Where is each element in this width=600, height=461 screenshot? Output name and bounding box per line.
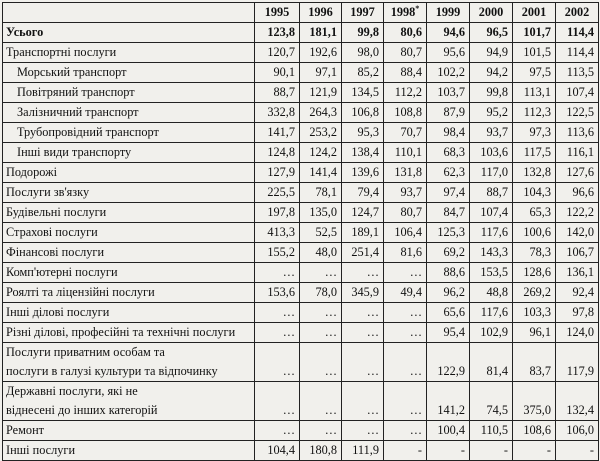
cell-value: 48,0 xyxy=(300,243,342,263)
cell-value: 117,6 xyxy=(470,223,513,243)
year-header: 1997 xyxy=(342,3,384,23)
row-label: Інші послуги xyxy=(3,441,255,461)
cell-value: 107,4 xyxy=(556,83,599,103)
year-header: 2002 xyxy=(556,3,599,23)
services-index-table xyxy=(2,2,599,461)
year-header: 2001 xyxy=(513,3,556,23)
cell-value: 94,6 xyxy=(427,23,470,43)
cell-value: 96,6 xyxy=(556,183,599,203)
cell-value: 88,4 xyxy=(384,63,427,83)
table-row xyxy=(3,362,599,382)
cell-value: … xyxy=(384,421,427,441)
cell-value: 141,2 xyxy=(427,401,470,421)
cell-value: … xyxy=(384,362,427,382)
cell-value: - xyxy=(513,441,556,461)
cell-empty xyxy=(342,343,384,363)
cell-value: … xyxy=(255,401,300,421)
table-row xyxy=(3,203,599,223)
total-row xyxy=(3,23,599,43)
cell-value: 124,0 xyxy=(556,323,599,343)
cell-value: 97,5 xyxy=(513,63,556,83)
cell-value: … xyxy=(342,263,384,283)
cell-value: 78,1 xyxy=(300,183,342,203)
row-label: Ремонт xyxy=(3,421,255,441)
cell-value: … xyxy=(300,323,342,343)
cell-value: … xyxy=(384,323,427,343)
table-row xyxy=(3,103,599,123)
table-row xyxy=(3,183,599,203)
row-label: Інші ділові послуги xyxy=(3,303,255,323)
cell-value: … xyxy=(342,303,384,323)
cell-value: 413,3 xyxy=(255,223,300,243)
cell-empty xyxy=(384,343,427,363)
table-row xyxy=(3,43,599,63)
cell-empty xyxy=(342,382,384,402)
cell-empty xyxy=(470,382,513,402)
cell-value: 97,3 xyxy=(513,123,556,143)
corner-cell xyxy=(3,3,255,23)
cell-value: 127,9 xyxy=(255,163,300,183)
cell-value: 85,2 xyxy=(342,63,384,83)
cell-value: 110,1 xyxy=(384,143,427,163)
table-row xyxy=(3,263,599,283)
cell-value: 80,7 xyxy=(384,203,427,223)
cell-value: … xyxy=(342,323,384,343)
cell-value: … xyxy=(255,303,300,323)
row-label: Комп'ютерні послуги xyxy=(3,263,255,283)
cell-value: 189,1 xyxy=(342,223,384,243)
table-row xyxy=(3,421,599,441)
cell-value: 122,9 xyxy=(427,362,470,382)
row-label: Різні ділові, професійні та технічні послуги xyxy=(3,323,255,343)
cell-value: 114,4 xyxy=(556,23,599,43)
cell-value: 95,4 xyxy=(427,323,470,343)
cell-empty xyxy=(384,382,427,402)
cell-value: 117,5 xyxy=(513,143,556,163)
cell-value: 269,2 xyxy=(513,283,556,303)
cell-value: 99,8 xyxy=(470,83,513,103)
table-row xyxy=(3,441,599,461)
cell-value: 107,4 xyxy=(470,203,513,223)
cell-value: 136,1 xyxy=(556,263,599,283)
cell-value: 93,7 xyxy=(470,123,513,143)
cell-value: 103,6 xyxy=(470,143,513,163)
cell-value: 251,4 xyxy=(342,243,384,263)
cell-empty xyxy=(427,343,470,363)
cell-value: 128,6 xyxy=(513,263,556,283)
row-label: Подорожі xyxy=(3,163,255,183)
cell-value: 123,8 xyxy=(255,23,300,43)
row-label: Повітряний транспорт xyxy=(3,83,255,103)
row-label: Морський транспорт xyxy=(3,63,255,83)
cell-value: 155,2 xyxy=(255,243,300,263)
cell-value: 95,6 xyxy=(427,43,470,63)
row-label: Залізничний транспорт xyxy=(3,103,255,123)
cell-value: … xyxy=(342,401,384,421)
row-label: віднесені до інших категорій xyxy=(3,401,255,421)
cell-value: 88,7 xyxy=(255,83,300,103)
table-row xyxy=(3,401,599,421)
cell-value: 106,8 xyxy=(342,103,384,123)
cell-value: 106,0 xyxy=(556,421,599,441)
cell-value: 124,8 xyxy=(255,143,300,163)
cell-value: … xyxy=(300,362,342,382)
row-label: Послуги зв'язку xyxy=(3,183,255,203)
cell-value: 117,9 xyxy=(556,362,599,382)
cell-value: 95,3 xyxy=(342,123,384,143)
year-header: 1995 xyxy=(255,3,300,23)
row-label: Фінансові послуги xyxy=(3,243,255,263)
cell-value: 84,7 xyxy=(427,203,470,223)
cell-value: 108,8 xyxy=(384,103,427,123)
cell-value: 122,5 xyxy=(556,103,599,123)
table-row xyxy=(3,143,599,163)
cell-value: - xyxy=(470,441,513,461)
cell-value: 80,6 xyxy=(384,23,427,43)
cell-empty xyxy=(255,382,300,402)
cell-value: 132,4 xyxy=(556,401,599,421)
cell-value: 101,7 xyxy=(513,23,556,43)
row-label: Транспортні послуги xyxy=(3,43,255,63)
cell-value: 225,5 xyxy=(255,183,300,203)
cell-value: … xyxy=(342,362,384,382)
cell-value: 122,2 xyxy=(556,203,599,223)
header-row xyxy=(3,3,599,23)
table-row xyxy=(3,283,599,303)
cell-empty xyxy=(556,382,599,402)
cell-value: 124,2 xyxy=(300,143,342,163)
row-label: Державні послуги, які не xyxy=(3,382,255,402)
table-row xyxy=(3,382,599,402)
cell-value: 69,2 xyxy=(427,243,470,263)
cell-value: 103,3 xyxy=(513,303,556,323)
cell-value: 112,2 xyxy=(384,83,427,103)
cell-value: 141,7 xyxy=(255,123,300,143)
cell-value: 74,5 xyxy=(470,401,513,421)
cell-value: 131,8 xyxy=(384,163,427,183)
cell-value: 97,4 xyxy=(427,183,470,203)
cell-value: … xyxy=(255,323,300,343)
cell-value: 92,4 xyxy=(556,283,599,303)
cell-value: 110,5 xyxy=(470,421,513,441)
cell-value: 88,6 xyxy=(427,263,470,283)
cell-value: 106,4 xyxy=(384,223,427,243)
cell-value: 139,6 xyxy=(342,163,384,183)
cell-value: 93,7 xyxy=(384,183,427,203)
row-label: Усього xyxy=(3,23,255,43)
cell-value: … xyxy=(300,263,342,283)
cell-value: 111,9 xyxy=(342,441,384,461)
table-row xyxy=(3,163,599,183)
cell-value: 48,8 xyxy=(470,283,513,303)
cell-value: 90,1 xyxy=(255,63,300,83)
cell-empty xyxy=(300,382,342,402)
row-label: Будівельні послуги xyxy=(3,203,255,223)
cell-value: 102,9 xyxy=(470,323,513,343)
cell-value: 113,1 xyxy=(513,83,556,103)
cell-empty xyxy=(427,382,470,402)
cell-value: 181,1 xyxy=(300,23,342,43)
cell-value: 135,0 xyxy=(300,203,342,223)
cell-value: … xyxy=(255,362,300,382)
cell-value: 70,7 xyxy=(384,123,427,143)
cell-value: 100,6 xyxy=(513,223,556,243)
cell-value: 98,4 xyxy=(427,123,470,143)
cell-value: 112,3 xyxy=(513,103,556,123)
year-header: 1999 xyxy=(427,3,470,23)
cell-value: 114,4 xyxy=(556,43,599,63)
cell-value: 104,4 xyxy=(255,441,300,461)
cell-value: 98,0 xyxy=(342,43,384,63)
cell-value: 83,7 xyxy=(513,362,556,382)
cell-value: 132,8 xyxy=(513,163,556,183)
table-row xyxy=(3,323,599,343)
cell-value: 143,3 xyxy=(470,243,513,263)
cell-value: 106,7 xyxy=(556,243,599,263)
cell-value: … xyxy=(384,401,427,421)
year-header-1998 xyxy=(384,3,427,23)
cell-value: 100,4 xyxy=(427,421,470,441)
cell-value: 142,0 xyxy=(556,223,599,243)
cell-value: 80,7 xyxy=(384,43,427,63)
cell-value: 125,3 xyxy=(427,223,470,243)
table-row xyxy=(3,123,599,143)
cell-value: 103,7 xyxy=(427,83,470,103)
row-label: Страхові послуги xyxy=(3,223,255,243)
cell-value: 120,7 xyxy=(255,43,300,63)
year-header: 2000 xyxy=(470,3,513,23)
cell-value: 65,6 xyxy=(427,303,470,323)
cell-value: 78,3 xyxy=(513,243,556,263)
cell-value: 153,6 xyxy=(255,283,300,303)
cell-value: 94,2 xyxy=(470,63,513,83)
cell-value: 153,5 xyxy=(470,263,513,283)
table-row xyxy=(3,83,599,103)
cell-value: … xyxy=(384,263,427,283)
cell-value: 101,5 xyxy=(513,43,556,63)
cell-value: 141,4 xyxy=(300,163,342,183)
cell-empty xyxy=(513,382,556,402)
cell-value: 81,6 xyxy=(384,243,427,263)
cell-value: 52,5 xyxy=(300,223,342,243)
cell-value: … xyxy=(300,401,342,421)
cell-value: 138,4 xyxy=(342,143,384,163)
cell-empty xyxy=(255,343,300,363)
cell-value: … xyxy=(255,263,300,283)
table-row xyxy=(3,303,599,323)
cell-value: 94,9 xyxy=(470,43,513,63)
cell-value: 134,5 xyxy=(342,83,384,103)
cell-value: 197,8 xyxy=(255,203,300,223)
cell-value: 117,0 xyxy=(470,163,513,183)
cell-value: 79,4 xyxy=(342,183,384,203)
row-label: Інші види транспорту xyxy=(3,143,255,163)
cell-value: 96,1 xyxy=(513,323,556,343)
cell-value: 68,3 xyxy=(427,143,470,163)
cell-value: 65,3 xyxy=(513,203,556,223)
cell-value: 95,2 xyxy=(470,103,513,123)
cell-value: … xyxy=(255,421,300,441)
cell-value: 88,7 xyxy=(470,183,513,203)
cell-value: … xyxy=(342,421,384,441)
cell-value: 124,7 xyxy=(342,203,384,223)
cell-value: 192,6 xyxy=(300,43,342,63)
row-label: Роялті та ліцензійні послуги xyxy=(3,283,255,303)
table-row xyxy=(3,343,599,363)
cell-value: 180,8 xyxy=(300,441,342,461)
cell-value: 62,3 xyxy=(427,163,470,183)
cell-value: 102,2 xyxy=(427,63,470,83)
cell-empty xyxy=(470,343,513,363)
cell-value: 108,6 xyxy=(513,421,556,441)
cell-value: - xyxy=(427,441,470,461)
cell-value: 97,8 xyxy=(556,303,599,323)
cell-value: 113,6 xyxy=(556,123,599,143)
cell-value: 345,9 xyxy=(342,283,384,303)
cell-value: 78,0 xyxy=(300,283,342,303)
table-row xyxy=(3,63,599,83)
cell-value: 104,3 xyxy=(513,183,556,203)
cell-value: 117,6 xyxy=(470,303,513,323)
cell-empty xyxy=(513,343,556,363)
cell-value: … xyxy=(300,421,342,441)
row-label: Послуги приватним особам та xyxy=(3,343,255,363)
year-header: 1996 xyxy=(300,3,342,23)
cell-empty xyxy=(556,343,599,363)
row-label: послуги в галузі культури та відпочинку xyxy=(3,362,255,382)
cell-value: - xyxy=(556,441,599,461)
cell-value: 121,9 xyxy=(300,83,342,103)
cell-value: 116,1 xyxy=(556,143,599,163)
cell-value: 332,8 xyxy=(255,103,300,123)
cell-value: 49,4 xyxy=(384,283,427,303)
cell-value: - xyxy=(384,441,427,461)
cell-value: 81,4 xyxy=(470,362,513,382)
footnote-mark: * xyxy=(415,4,420,14)
cell-value: 96,2 xyxy=(427,283,470,303)
cell-value: 113,5 xyxy=(556,63,599,83)
cell-value: 127,6 xyxy=(556,163,599,183)
cell-value: … xyxy=(384,303,427,323)
cell-value: 375,0 xyxy=(513,401,556,421)
cell-value: 97,1 xyxy=(300,63,342,83)
row-label: Трубопровідний транспорт xyxy=(3,123,255,143)
year-label: 1998 xyxy=(390,5,416,20)
cell-empty xyxy=(300,343,342,363)
table-row xyxy=(3,243,599,263)
cell-value: 264,3 xyxy=(300,103,342,123)
cell-value: 87,9 xyxy=(427,103,470,123)
cell-value: 253,2 xyxy=(300,123,342,143)
cell-value: … xyxy=(300,303,342,323)
cell-value: 96,5 xyxy=(470,23,513,43)
cell-value: 99,8 xyxy=(342,23,384,43)
table-row xyxy=(3,223,599,243)
